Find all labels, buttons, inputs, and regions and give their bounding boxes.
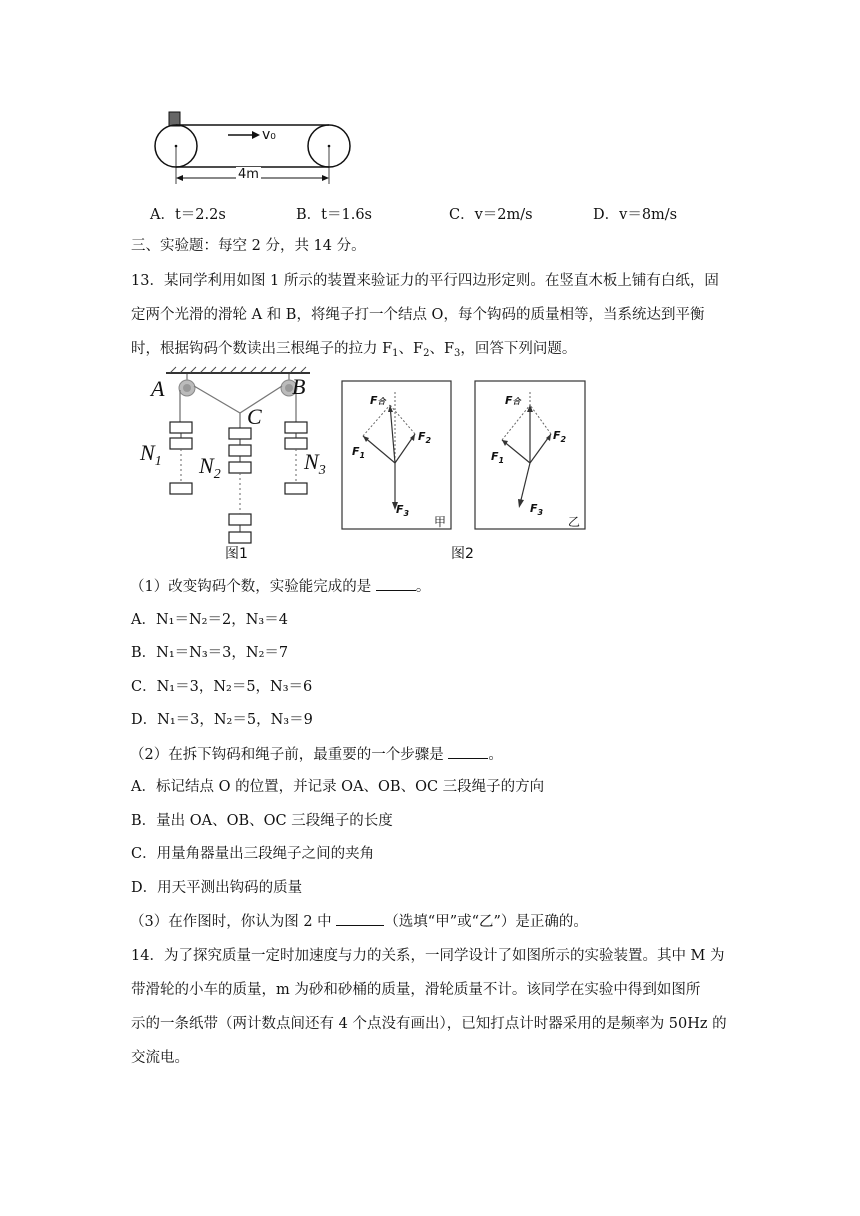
q13-sub2-option-c: C．用量角器量出三段绳子之间的夹角	[131, 846, 375, 862]
n3-label: $N_3$	[304, 449, 326, 478]
q14-line1: 14．为了探究质量一定时加速度与力的关系，一同学设计了如图所示的实验装置。其中 M 为	[131, 948, 725, 964]
q13-sub3-blank[interactable]	[336, 911, 384, 926]
q12-option-c: C．v＝2m/s	[449, 207, 533, 223]
figure1-label: 图1	[225, 546, 248, 562]
q13-sub2-option-d: D．用天平测出钩码的质量	[131, 880, 303, 896]
panel-yi-label: 乙	[568, 515, 581, 529]
q14-line4: 交流电。	[131, 1050, 189, 1066]
q13-sub2-prompt: （2）在拆下钩码和绳子前，最重要的一个步骤是 。	[130, 744, 503, 765]
q13-sub1-option-c: C．N₁＝3，N₂＝5，N₃＝6	[131, 679, 313, 695]
q13-sub3-prompt: （3）在作图时，你认为图 2 中 （选填“甲”或“乙”）是正确的。	[130, 911, 588, 932]
yi-f-combined-label: F合	[505, 394, 521, 407]
q12-option-b: B．t＝1.6s	[296, 207, 372, 223]
q13-sub1-blank[interactable]	[376, 576, 416, 591]
q14-line3: 示的一条纸带（两计数点间还有 4 个点没有画出），已知打点计时器采用的是频率为 50Hz 的	[131, 1016, 727, 1032]
q13-sub2-option-b: B．量出 OA、OB、OC 三段绳子的长度	[131, 813, 393, 829]
knot-c-label: C	[247, 404, 262, 429]
q13-sub1-option-b: B．N₁＝N₃＝3，N₂＝7	[131, 645, 289, 661]
section3-title: 三、实验题：每空 2 分，共 14 分。	[131, 238, 366, 254]
jia-f1-label: $F_1$	[352, 445, 366, 460]
n1-label: $N_1$	[140, 440, 162, 469]
q13-line3: 时，根据钩码个数读出三根绳子的拉力 $F_1$、$F_2$、$F_3$，回答下列问题。	[131, 341, 577, 359]
q13-line3-post: ，回答下列问题。	[460, 341, 577, 357]
q13-sub2-option-a: A．标记结点 O 的位置，并记录 OA、OB、OC 三段绳子的方向	[131, 779, 545, 795]
q13-line1: 13．某同学利用如图 1 所示的装置来验证力的平行四边形定则。在竖直木板上铺有白纸，固	[131, 273, 719, 289]
q13-sub1-option-d: D．N₁＝3，N₂＝5，N₃＝9	[131, 712, 313, 728]
velocity-label: v₀	[262, 127, 276, 143]
q12-option-a: A．t＝2.2s	[150, 207, 226, 223]
q13-sub1-option-a: A．N₁＝N₂＝2，N₃＝4	[131, 612, 288, 628]
pulley-b-label: B	[292, 374, 306, 399]
q13-sub1-prompt: （1）改变钩码个数，实验能完成的是 。	[130, 576, 430, 597]
distance-label: 4m	[238, 167, 259, 182]
figure2-label: 图2	[451, 546, 474, 562]
q12-option-d: D．v＝8m/s	[593, 207, 678, 223]
q14-line2: 带滑轮的小车的质量，m 为砂和砂桶的质量，滑轮质量不计。该同学在实验中得到如图所	[131, 982, 701, 998]
q13-sub2-blank[interactable]	[448, 744, 488, 759]
jia-f2-label: $F_2$	[418, 430, 432, 445]
yi-f3-label: $F_3$	[530, 502, 544, 517]
jia-f3-label: $F_3$	[396, 503, 410, 518]
panel-jia-label: 甲	[434, 515, 447, 529]
yi-f2-label: $F_2$	[553, 429, 567, 444]
pulley-a-label: A	[151, 376, 165, 401]
n2-label: $N_2$	[199, 453, 221, 482]
jia-f-combined-label: F合	[370, 394, 386, 407]
q13-line2: 定两个光滑的滑轮 A 和 B，将绳子打一个结点 O，每个钩码的质量相等，当系统达到平衡	[131, 307, 705, 323]
q13-line3-pre: 时，根据钩码个数读出三根绳子的拉力 F	[131, 341, 393, 357]
yi-f1-label: $F_1$	[491, 450, 505, 465]
